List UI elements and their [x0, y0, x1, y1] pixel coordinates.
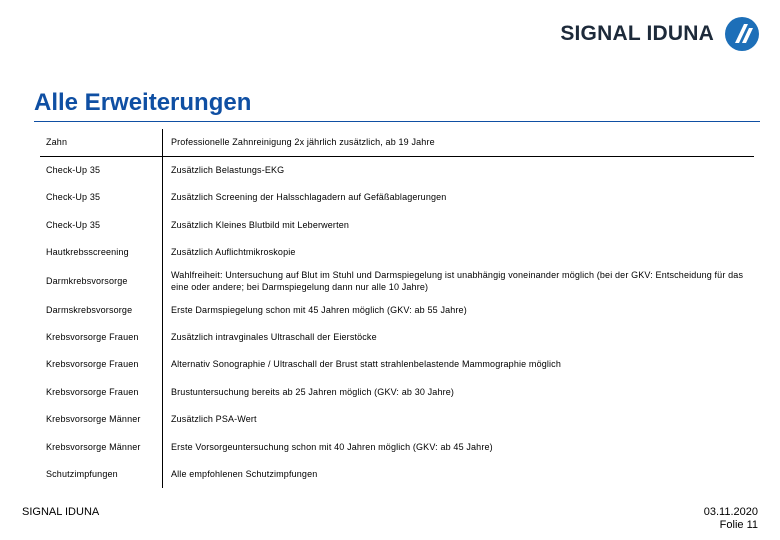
row-category: Krebsvorsorge Männer: [40, 406, 163, 433]
row-description: Brustuntersuchung bereits ab 25 Jahren möglich (GKV: ab 30 Jahre): [171, 386, 455, 397]
table-row: [40, 296, 754, 323]
footer-slide-number: Folie 11: [719, 519, 758, 531]
row-description: Zusätzlich Kleines Blutbild mit Leberwerten: [171, 219, 350, 230]
table-row: [40, 184, 754, 211]
row-description: Wahlfreiheit: Untersuchung auf Blut im Stuhl und Darmspiegelung ist unabhängig voneinander möglich (bei der GKV: Entscheidung für das eine oder andere; bei Darmspiegelung dann nur alle 10 Jahre): [171, 269, 744, 292]
row-description: Zusätzlich PSA-Wert: [171, 414, 257, 425]
row-category: Schutzimpfungen: [40, 460, 163, 487]
row-category: Krebsvorsorge Frauen: [40, 323, 163, 350]
table-row: [40, 239, 754, 266]
table-row: [40, 211, 754, 238]
row-description: Zusätzlich Auflichtmikroskopie: [171, 247, 296, 258]
table-row: [40, 433, 754, 460]
row-description: Erste Vorsorgeuntersuchung schon mit 40 Jahren möglich (GKV: ab 45 Jahre): [171, 441, 493, 452]
table-row: [40, 156, 754, 183]
table-row: [40, 406, 754, 433]
table-row: [40, 351, 754, 378]
row-category: Darmskrebsvorsorge: [40, 296, 163, 323]
table-row: [40, 266, 754, 296]
row-category: Check-Up 35: [40, 184, 163, 211]
row-description: Professionelle Zahnreinigung 2x jährlich zusätzlich, ab 19 Jahre: [163, 129, 755, 156]
row-category: Hautkrebsscreening: [40, 239, 163, 266]
table-row: [40, 378, 754, 405]
row-category: Zahn: [40, 129, 163, 156]
row-description: Alle empfohlenen Schutzimpfungen: [171, 468, 318, 479]
signal-iduna-logo-icon: [724, 16, 760, 52]
row-category: Darmkrebsvorsorge: [40, 266, 163, 296]
row-description: Alternativ Sonographie / Ultraschall der Brust statt strahlenbelastende Mammographie möglich: [171, 359, 561, 370]
row-category: Check-Up 35: [40, 156, 163, 183]
row-category: Krebsvorsorge Männer: [40, 433, 163, 460]
table-row: [40, 129, 754, 156]
page-title: Alle Erweiterungen: [34, 89, 252, 116]
footer-meta: [704, 506, 758, 532]
table-row: [40, 323, 754, 350]
row-description: Zusätzlich intravginales Ultraschall der Eierstöcke: [171, 332, 377, 343]
row-category: Check-Up 35: [40, 211, 163, 238]
table-row: [40, 460, 754, 487]
company-logo: [560, 16, 760, 52]
row-description: Zusätzlich Screening der Halsschlagadern auf Gefäßablagerungen: [171, 192, 447, 203]
footer-company: SIGNAL IDUNA: [22, 506, 100, 518]
extensions-table: [40, 129, 754, 488]
title-underline: [34, 121, 760, 122]
row-category: Krebsvorsorge Frauen: [40, 378, 163, 405]
logo-text: SIGNAL IDUNA: [560, 22, 714, 45]
row-description: Erste Darmspiegelung schon mit 45 Jahren möglich (GKV: ab 55 Jahre): [171, 304, 467, 315]
row-category: Krebsvorsorge Frauen: [40, 351, 163, 378]
footer-date: 03.11.2020: [703, 506, 758, 518]
row-description: Zusätzlich Belastungs-EKG: [171, 165, 285, 176]
